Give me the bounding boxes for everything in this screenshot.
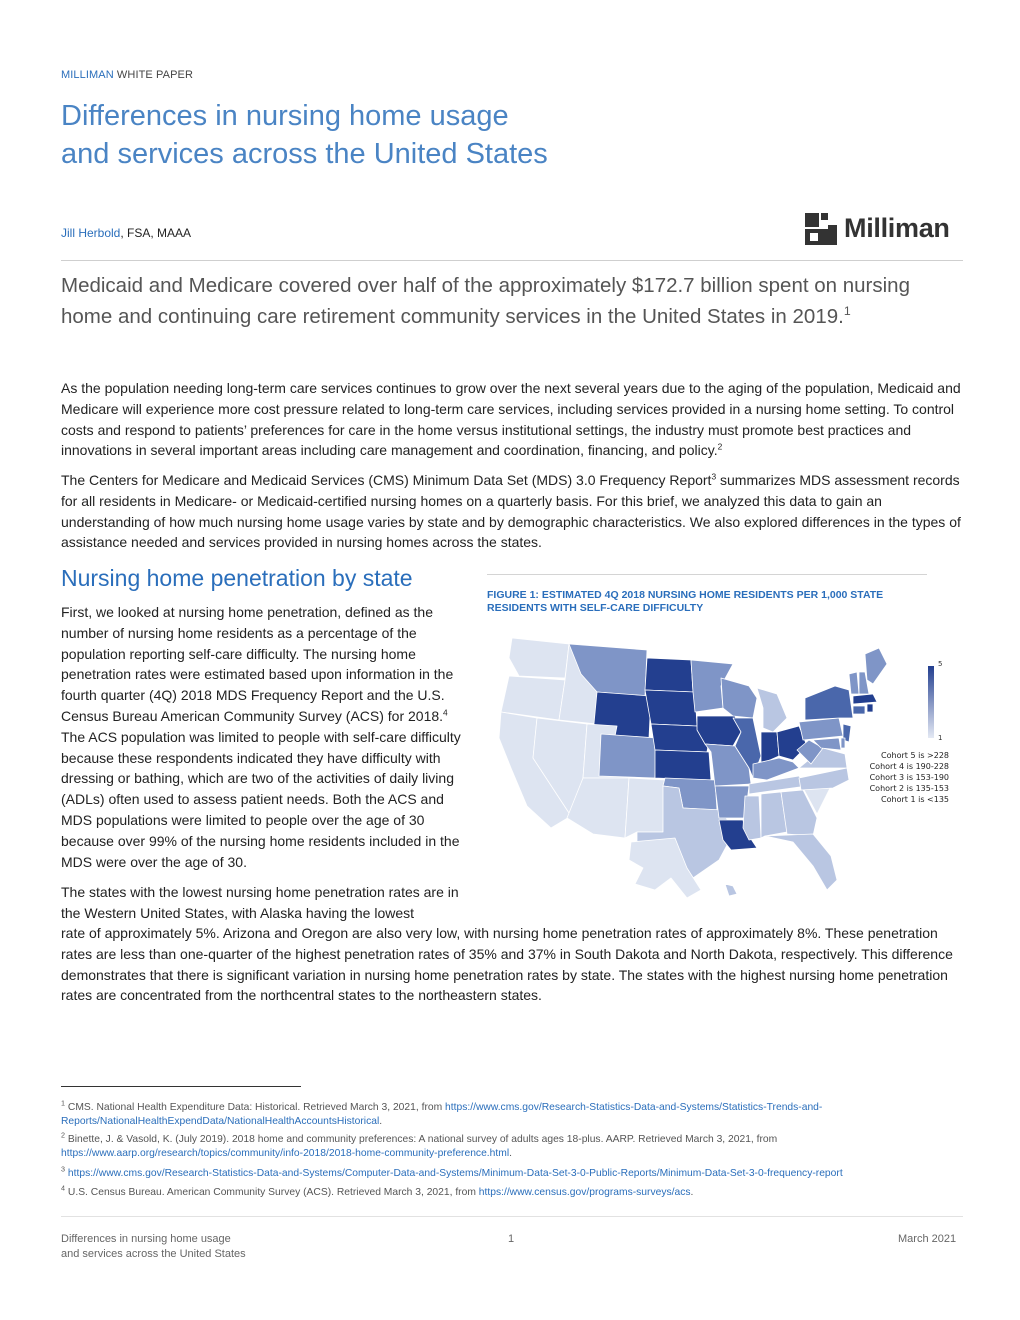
state-michigan	[757, 688, 787, 732]
lead-footnote-ref[interactable]: 1	[843, 304, 851, 319]
eyebrow-label: WHITE PAPER	[113, 69, 193, 81]
state-kansas	[655, 750, 711, 780]
footnote-4	[61, 1183, 961, 1200]
milliman-logo-icon	[804, 212, 838, 246]
header-divider	[61, 260, 963, 261]
state-vermont	[849, 672, 859, 694]
state-new-york	[805, 686, 853, 720]
legend-min-label: 1	[938, 734, 943, 742]
page-title	[61, 97, 661, 173]
eyebrow	[61, 69, 193, 81]
footnote-3	[61, 1164, 961, 1181]
legend-max-label: 5	[938, 660, 943, 668]
footnote-3-link[interactable]: https://www.cms.gov/Research-Statistics-Data-and-Systems/Computer-Data-and-Systems/Minimum-Data-Set-3-0-Public-Reports/Minimum-Data-Set-3-0-frequency-report	[67, 1168, 843, 1179]
lead-text: Medicaid and Medicare covered over half of the approximately $172.7 billion spent on nursing home and continuing care retirement community services in the United States in 2019.	[61, 274, 910, 328]
state-rhode-island	[867, 704, 873, 712]
eyebrow-brand: MILLIMAN	[61, 69, 114, 81]
legend-cohort-5: Cohort 5 is >228	[881, 751, 949, 760]
state-mississippi	[743, 796, 761, 840]
footnote-2-tail: .	[509, 1148, 512, 1159]
p2-text-b: summarizes MDS assessment records for all residents in Medicare- or Medicaid-certified nursing homes on a quarterly basis. For this brief, we analyzed this data to gain an understanding of how much nursing home usage varies by state and by demographic characteristics. We also explored differences in the types of assistance needed and services provided in nursing homes across the states.	[61, 472, 961, 551]
footnote-divider	[61, 1086, 301, 1087]
p1-footnote-ref[interactable]: 2	[717, 441, 723, 452]
footnote-2-text: Binette, J. & Vasold, K. (July 2019). 2018 home and community preferences: A national survey of adults ages 18-plus. AARP. Retrieved March 3, 2021, from	[67, 1134, 778, 1145]
legend-cohort-4: Cohort 4 is 190-228	[869, 762, 949, 771]
footnote-2-link[interactable]: https://www.aarp.org/research/topics/community/info-2018/2018-home-community-preference.html	[61, 1148, 510, 1159]
author	[61, 226, 191, 240]
legend-cohorts	[870, 751, 949, 804]
author-credentials: , FSA, MAAA	[120, 226, 192, 240]
state-massachusetts	[853, 694, 877, 704]
legend-cohort-2: Cohort 2 is 135-153	[869, 784, 949, 793]
footer-page-number: 1	[508, 1233, 515, 1245]
footnote-1	[61, 1098, 961, 1129]
state-maine	[865, 648, 887, 684]
p3-text-b: The ACS population was limited to people with self-care difficulty because these respondents indicated they have difficulty with dressing or bathing, which are two of the activities of daily living (ADLs) often used to assess patient needs. Both the ACS and MDS populations were limited to people over the age of 30 because over 99% of the nursing home residents included in the MDS were over the age of 30.	[61, 728, 461, 870]
p3-footnote-ref[interactable]: 4	[443, 707, 448, 718]
body-paragraph-4-cont: rate of approximately 5%. Arizona and Oregon are also very low, with nursing home penetration rates of approximately 8%. These penetration rates are less than one-quarter of the highest penetration rates of 35% and 37% in South Dakota and North Dakota, respectively. This difference demonstrates that there is significant variation in nursing home penetration rates by state. The states with the highest nursing home penetration rates are concentrated from the northcentral states to the northeastern states.	[61, 925, 953, 1004]
figure-divider	[487, 574, 927, 575]
state-washington	[509, 638, 569, 678]
p2-text-a: The Centers for Medicare and Medicaid Services (CMS) Minimum Data Set (MDS) 3.0 Frequency Report	[61, 472, 712, 488]
state-north-dakota	[645, 658, 693, 692]
state-north-carolina	[799, 768, 849, 790]
legend-gradient-bar	[928, 666, 934, 738]
p2-footnote-ref[interactable]: 3	[711, 471, 717, 482]
state-pennsylvania	[799, 718, 843, 740]
footnote-2-number: 2	[61, 1130, 66, 1140]
milliman-logo	[804, 212, 964, 248]
footer-document-title	[61, 1232, 321, 1262]
footnote-4-link[interactable]: https://www.census.gov/programs-surveys/acs	[478, 1187, 691, 1198]
state-hawaii	[725, 884, 737, 896]
footnote-1-text: CMS. National Health Expenditure Data: Historical. Retrieved March 3, 2021, from	[67, 1102, 446, 1113]
footer-divider	[61, 1216, 963, 1217]
legend-cohort-1: Cohort 1 is <135	[881, 795, 949, 804]
figure-caption: FIGURE 1: ESTIMATED 4Q 2018 NURSING HOME RESIDENTS PER 1,000 STATE RESIDENTS WITH SELF-CARE DIFFICULTY	[487, 589, 884, 614]
footer-date: March 2021	[898, 1233, 957, 1245]
footnote-1-tail: .	[379, 1116, 383, 1127]
title-line-1: Differences in nursing home usage	[61, 100, 509, 132]
milliman-logo-text: Milliman	[844, 213, 950, 243]
footnote-4-text: U.S. Census Bureau. American Community Survey (ACS). Retrieved March 3, 2021, from	[67, 1187, 479, 1198]
title-line-2: and services across the United States	[61, 138, 548, 170]
footnote-2	[61, 1130, 961, 1161]
footnote-1-number: 1	[61, 1098, 66, 1108]
footnote-3-number: 3	[61, 1164, 66, 1174]
p1-text: As the population needing long-term care services continues to grow over the next several years due to the aging of the population, Medicaid and Medicare will experience more cost pressure related to long-term care services, including services provided in a nursing home setting. To control costs and respond to patients’ preferences for care in the home versus institutional settings, the industry must promote best practices and innovations in several important areas including care management and coordination, financing, and policy.	[61, 380, 961, 459]
state-south-dakota	[645, 690, 697, 726]
state-colorado	[599, 734, 657, 778]
state-delaware	[841, 738, 845, 748]
footer-title-line-1: Differences in nursing home usage	[61, 1233, 231, 1245]
state-connecticut	[853, 706, 865, 714]
state-new-mexico	[625, 778, 665, 838]
body-paragraph-1	[61, 378, 961, 461]
section-heading: Nursing home penetration by state	[61, 565, 413, 591]
us-choropleth-map	[487, 628, 957, 903]
footnote-4-number: 4	[61, 1183, 66, 1193]
legend-cohort-3: Cohort 3 is 153-190	[869, 773, 949, 782]
lead-paragraph	[61, 270, 941, 332]
footer-title-line-2: and services across the United States	[61, 1248, 246, 1260]
body-paragraph-4-start: The states with the lowest nursing home penetration rates are in the Western United States, with Alaska having the lowest	[61, 884, 459, 921]
state-wisconsin	[721, 678, 757, 718]
state-florida	[765, 834, 837, 890]
author-name-link[interactable]: Jill Herbold	[61, 226, 121, 240]
footnote-1-link[interactable]: https://www.cms.gov/Research-Statistics-Data-and-Systems/Statistics-Trends-and-Reports/NationalHealthExpendData/NationalHealthAccountsHistorical	[61, 1102, 823, 1127]
footnote-4-tail: .	[690, 1187, 694, 1198]
p3-text-a: First, we looked at nursing home penetration, defined as the number of nursing home residents as a percentage of the population reporting self-care difficulty. The nursing home penetration rates were estimated based upon information in the fourth quarter (4Q) 2018 MDS Frequency Report and the U.S. Census Bureau American Community Survey (ACS) for 2018.	[61, 604, 454, 724]
body-paragraph-3	[61, 602, 471, 872]
body-paragraph-2	[61, 470, 961, 553]
